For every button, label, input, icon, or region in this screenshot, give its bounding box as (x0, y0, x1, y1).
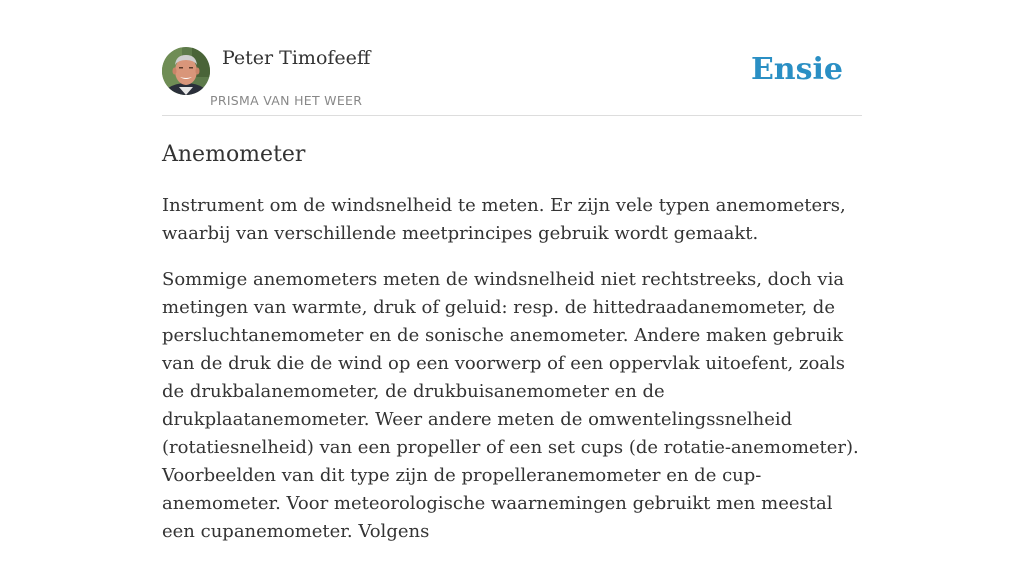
ensie-logo[interactable]: Ensie (750, 52, 843, 87)
author-name[interactable]: Peter Timofeeff (222, 47, 371, 69)
article-paragraph: Sommige anemometers meten de windsnelheid niet rechtstreeks, doch via metingen van warmte, druk of geluid: resp. de hittedraadanemometer, de persluchtanemometer en de sonische anemometer. Andere maken gebruik van de druk die de wind op een voorwerp of een oppervlak uitoefent, zoals de drukbalanemometer, de drukbuisanemometer en de drukplaatanemometer. Weer andere meten de omwentelingssnelheid (rotatiesnelheid) van een propeller of een set cups (de rotatie-anemometer). Voorbeelden van dit type zijn de propelleranemometer en de cup-anemometer. Voor meteorologische waarnemingen gebruikt men meestal een cupanemometer. Volgens (162, 269, 859, 542)
page-header (162, 46, 862, 116)
article (162, 140, 862, 564)
author-avatar[interactable] (162, 47, 210, 95)
article-title: Anemometer (162, 142, 306, 167)
collection-name[interactable]: PRISMA VAN HET WEER (210, 93, 363, 108)
article-paragraph: Instrument om de windsnelheid te meten. Er zijn vele typen anemometers, waarbij van verschillende meetprincipes gebruik wordt gemaakt. (162, 195, 846, 244)
